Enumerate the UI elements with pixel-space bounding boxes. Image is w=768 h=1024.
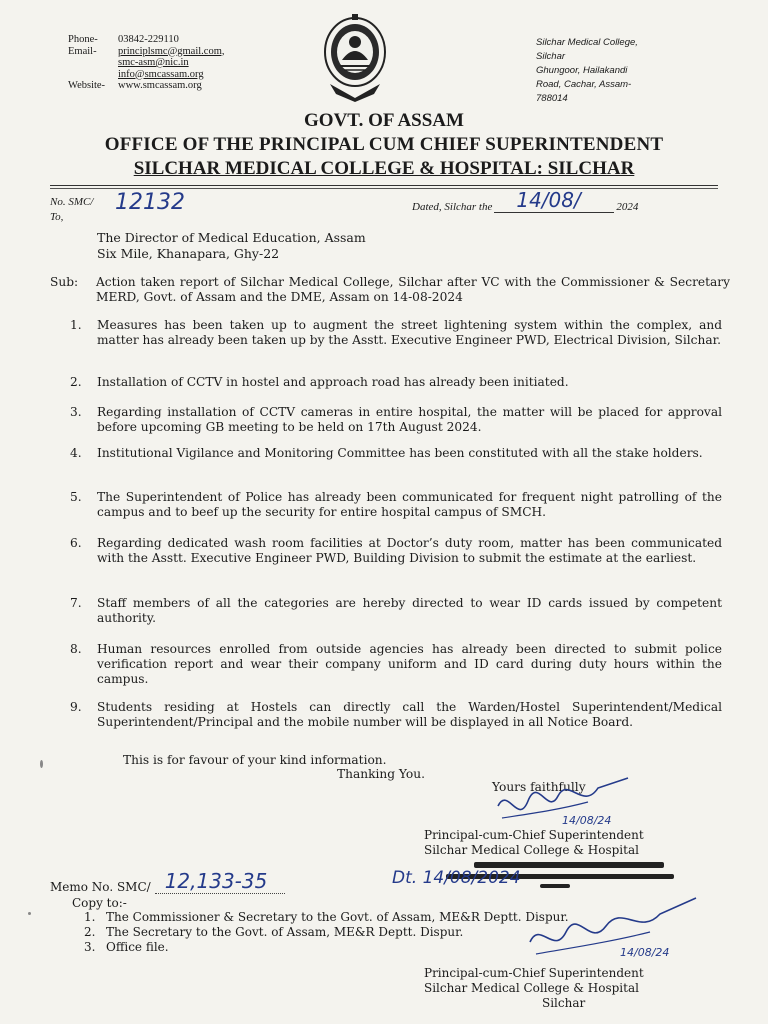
item-text: Measures has been taken up to augment the street lightening system within the complex, and matter has already been taken up by the Asstt. Executive Engineer PWD, Electrical Division, Silchar. bbox=[97, 318, 722, 347]
website-label: Website- bbox=[68, 80, 106, 91]
address-block bbox=[536, 36, 656, 106]
subject-text: Action taken report of Silchar Medical College, Silchar after VC with the Commissioner & Secretary MERD, Govt. of Assam and the DME, Assam on 14-08-2024 bbox=[96, 275, 730, 304]
yours-faithfully: Yours faithfully bbox=[492, 780, 586, 794]
header-college: SILCHAR MEDICAL COLLEGE & HOSPITAL: SILCHAR bbox=[133, 158, 635, 179]
signatory-institution: Silchar Medical College & Hospital bbox=[424, 981, 639, 995]
memo-line bbox=[50, 869, 285, 894]
list-item bbox=[70, 700, 722, 730]
item-text: Installation of CCTV in hostel and approach road has already been initiated. bbox=[97, 375, 569, 389]
signature-block-2 bbox=[424, 966, 644, 1011]
item-number: 2. bbox=[70, 375, 82, 389]
ref-no-label: No. SMC/ bbox=[50, 196, 94, 208]
item-number: 8. bbox=[70, 642, 82, 656]
memo-date-handwritten: Dt. 14/08/2024 bbox=[392, 868, 521, 888]
item-text: Staff members of all the categories are hereby directed to wear ID cards issued by competent authority. bbox=[97, 596, 722, 625]
memo-number-handwritten: 12,133-35 bbox=[164, 869, 268, 893]
thanking-line: Thanking You. bbox=[337, 767, 425, 781]
signature-1-date: 14/08/24 bbox=[562, 814, 612, 827]
copy-list bbox=[84, 910, 569, 955]
memo-label: Memo No. SMC/ bbox=[50, 880, 151, 894]
copy-to-label: Copy to:- bbox=[72, 896, 127, 910]
copy-text: The Commissioner & Secretary to the Govt. of Assam, ME&R Deptt. Dispur. bbox=[106, 910, 569, 924]
address-line: Road, Cachar, Assam- bbox=[536, 79, 632, 90]
to-label: To, bbox=[50, 211, 64, 223]
contact-block bbox=[68, 34, 224, 92]
copy-item bbox=[84, 910, 569, 925]
copy-text: The Secretary to the Govt. of Assam, ME&R Deptt. Dispur. bbox=[106, 925, 464, 939]
item-number: 1. bbox=[70, 318, 82, 332]
favour-line: This is for favour of your kind information. bbox=[123, 753, 387, 767]
email-1[interactable]: principlsmc@gmail.com, bbox=[118, 45, 225, 57]
dated-handwritten: 14/08/ bbox=[516, 188, 581, 212]
list-item bbox=[70, 405, 722, 435]
scan-speck bbox=[28, 912, 31, 915]
scan-speck bbox=[40, 760, 43, 768]
phone-number: 03842-229110 bbox=[118, 34, 179, 45]
item-text: Regarding dedicated wash room facilities at Doctor’s duty room, matter has been communicated with the Asstt. Executive Engineer PWD, Building Division to submit the estimate at the earliest. bbox=[97, 536, 722, 565]
item-number: 3. bbox=[70, 405, 82, 419]
signature-2-date: 14/08/24 bbox=[620, 946, 670, 959]
list-item bbox=[70, 490, 722, 520]
item-text: Institutional Vigilance and Monitoring Committee has been constituted with all the stake holders. bbox=[97, 446, 703, 460]
email-label: Email- bbox=[68, 45, 97, 57]
copy-number: 3. bbox=[84, 940, 96, 954]
copy-text: Office file. bbox=[106, 940, 169, 954]
dated-label: Dated, Silchar the bbox=[412, 201, 493, 213]
header-govt: GOVT. OF ASSAM bbox=[304, 110, 464, 131]
dated-line bbox=[412, 188, 639, 213]
signatory-place: Silchar bbox=[542, 996, 586, 1010]
redacted-stamp bbox=[540, 884, 570, 888]
signatory-title: Principal-cum-Chief Superintendent bbox=[424, 828, 644, 842]
item-number: 4. bbox=[70, 446, 82, 460]
header-divider bbox=[50, 185, 718, 186]
signature-2-icon bbox=[520, 896, 700, 966]
email-3[interactable]: info@smcassam.org bbox=[118, 68, 204, 80]
list-item bbox=[70, 536, 722, 566]
address-line: Silchar bbox=[536, 51, 566, 62]
subject-label: Sub: bbox=[50, 275, 79, 289]
addressee-line: The Director of Medical Education, Assam bbox=[97, 230, 366, 245]
list-item bbox=[70, 642, 722, 687]
address-line: Silchar Medical College, bbox=[536, 37, 638, 48]
item-text: Regarding installation of CCTV cameras in entire hospital, the matter will be placed for approval before upcoming GB meeting to be held on 17th August 2024. bbox=[97, 405, 722, 434]
signature-block-1 bbox=[424, 828, 644, 858]
signatory-institution: Silchar Medical College & Hospital bbox=[424, 843, 639, 857]
list-item bbox=[70, 596, 722, 626]
institution-emblem-logo bbox=[322, 12, 388, 104]
item-number: 5. bbox=[70, 490, 82, 504]
item-text: Human resources enrolled from outside agencies has already been directed to submit police verification report and wear their company uniform and ID card during duty hours within the campus. bbox=[97, 642, 722, 686]
address-line: Ghungoor, Hailakandi bbox=[536, 65, 628, 76]
addressee bbox=[97, 230, 366, 262]
header-office: OFFICE OF THE PRINCIPAL CUM CHIEF SUPERINTENDENT bbox=[104, 134, 664, 155]
list-item bbox=[70, 318, 722, 348]
header-divider-thin bbox=[50, 188, 718, 189]
list-item bbox=[70, 375, 722, 390]
item-number: 9. bbox=[70, 700, 82, 714]
dated-year: 2024 bbox=[616, 201, 639, 213]
item-number: 7. bbox=[70, 596, 82, 610]
copy-item bbox=[84, 940, 569, 955]
ref-no-handwritten: 12132 bbox=[115, 190, 185, 215]
addressee-line: Six Mile, Khanapara, Ghy-22 bbox=[97, 246, 280, 261]
website-link[interactable]: www.smcassam.org bbox=[118, 80, 202, 91]
copy-number: 1. bbox=[84, 910, 96, 924]
copy-item bbox=[84, 925, 569, 940]
email-2[interactable]: smc-asm@nic.in bbox=[118, 57, 189, 68]
copy-number: 2. bbox=[84, 925, 96, 939]
signature-1-icon bbox=[488, 776, 638, 836]
phone-label: Phone- bbox=[68, 34, 98, 45]
list-item bbox=[70, 446, 722, 461]
item-text: The Superintendent of Police has already been communicated for frequent night patrolling of the campus and to beef up the security for entire hospital campus of SMCH. bbox=[97, 490, 722, 519]
subject bbox=[50, 275, 730, 305]
item-number: 6. bbox=[70, 536, 82, 550]
item-text: Students residing at Hostels can directly call the Warden/Hostel Superintendent/Medical Superintendent/Principal and the mobile number will be displayed in all Notice Board. bbox=[97, 700, 722, 729]
signatory-title: Principal-cum-Chief Superintendent bbox=[424, 966, 644, 980]
address-line: 788014 bbox=[536, 93, 568, 104]
